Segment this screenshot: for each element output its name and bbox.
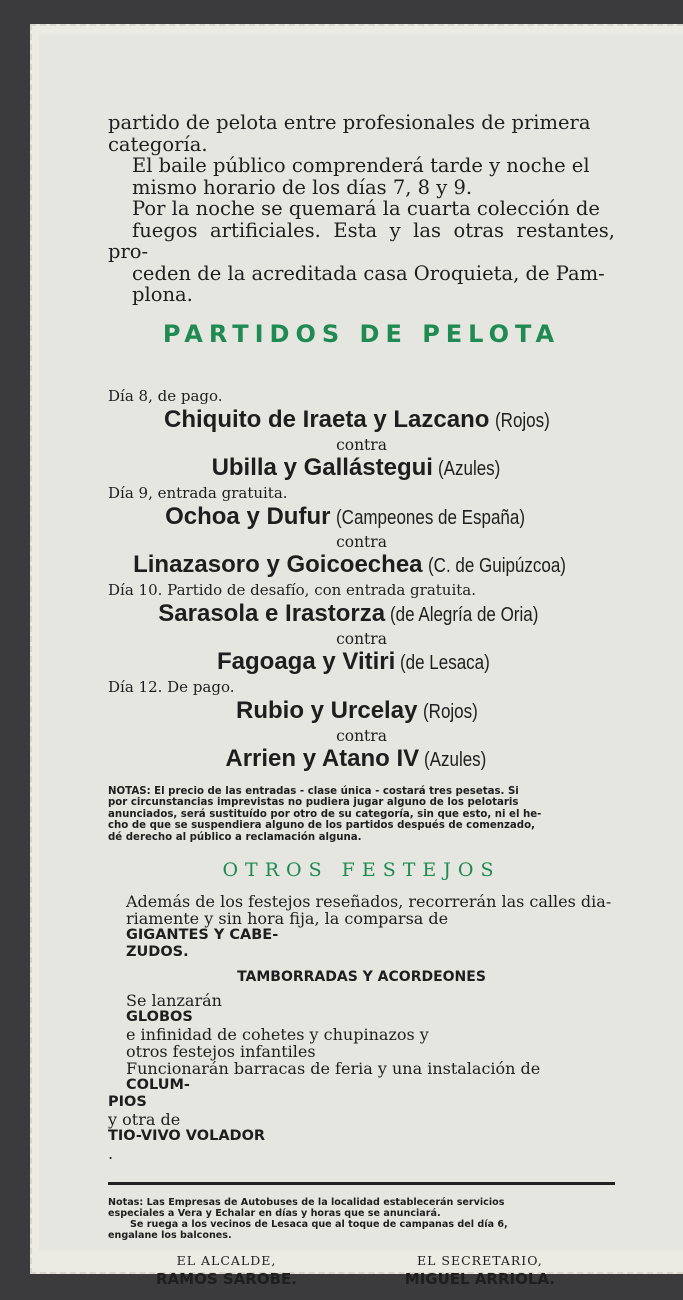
intro-section bbox=[108, 112, 615, 306]
festejos-paragraph: Además de los festejos reseñados, recorrerán las calles dia- riamente y sin hora fija, la comparsa de GIGANTES Y CABE- ZUDOS. bbox=[126, 892, 612, 960]
divider-rule bbox=[108, 1182, 615, 1185]
notas-block: NOTAS: El precio de las entradas - clase única - costará tres pesetas. Si por circunstancias imprevistas no pudiera jugar alguno de los pelotaris anunciados, será sustituído por otro de su categoría, sin que esto, ni el he- cho de que se suspendiera alguno de los partidos después de comenzado, dé derecho al público a reclamación alguna. bbox=[108, 785, 542, 843]
tamborradas-subheading: TAMBORRADAS Y ACORDEONES bbox=[237, 969, 486, 985]
barracas-paragraph: Funcionarán barracas de feria y una instalación de COLUM- PIOS y otra de TIO-VIVO VOLADOR . bbox=[108, 1059, 541, 1163]
otros-festejos-heading: OTROS FESTEJOS bbox=[222, 859, 501, 881]
intro-paragraph: El baile público comprenderá tarde y noche el mismo horario de los días 7, 8 y 9. bbox=[132, 154, 590, 199]
day-label: Día 12. De pago. bbox=[108, 677, 235, 696]
match-team: Chiquito de Iraeta y Lazcano (Rojos) bbox=[164, 405, 550, 433]
match-team: Arrien y Atano IV (Azules) bbox=[225, 744, 487, 772]
match-team: Rubio y Urcelay (Rojos) bbox=[236, 696, 478, 724]
contra-label: contra bbox=[336, 629, 387, 648]
footnote-autobuses: Notas: Las Empresas de Autobuses de la localidad establecerán servicios especiales a Vera y Echalar en días y horas que se anunciará. bbox=[108, 1197, 505, 1219]
contra-label: contra bbox=[336, 726, 387, 745]
match-team: Fagoaga y Vitiri (de Lesaca) bbox=[217, 647, 491, 675]
day-label: Día 10. Partido de desafío, con entrada gratuita. bbox=[108, 580, 476, 599]
match-team: Linazasoro y Goicoechea (C. de Guipúzcoa) bbox=[133, 550, 566, 578]
match-team: Ubilla y Gallástegui (Azules) bbox=[211, 453, 501, 481]
match-team: Sarasola e Irastorza (de Alegría de Oria) bbox=[158, 599, 539, 627]
document-content bbox=[108, 112, 615, 1289]
contra-label: contra bbox=[336, 532, 387, 551]
globos-paragraph: Se lanzarán GLOBOS e infinidad de cohetes y chupinazos y otros festejos infantiles bbox=[126, 991, 429, 1061]
secretario-signature: EL SECRETARIO, MIGUEL ARRIOLA. bbox=[404, 1253, 555, 1288]
alcalde-signature: EL ALCALDE, RAMOS SAROBE. bbox=[156, 1253, 297, 1288]
matches-section bbox=[108, 388, 615, 776]
day-label: Día 8, de pago. bbox=[108, 386, 223, 405]
day-label: Día 9, entrada gratuita. bbox=[108, 483, 288, 502]
match-team: Ochoa y Dufur (Campeones de España) bbox=[165, 502, 525, 530]
signatures bbox=[108, 1253, 615, 1289]
intro-paragraph: partido de pelota entre profesionales de primera categoría. bbox=[108, 111, 591, 156]
pelota-heading: PARTIDOS DE PELOTA bbox=[162, 319, 561, 348]
intro-paragraph: Por la noche se quemará la cuarta colección de fuegos artificiales. Esta y las otras restantes, pro- ceden de la acreditada casa Oroquieta, de Pam- plona. bbox=[108, 197, 615, 306]
contra-label: contra bbox=[336, 435, 387, 454]
footnote-balcones: Se ruega a los vecinos de Lesaca que al toque de campanas del día 6, engalane los balcones. bbox=[108, 1219, 508, 1241]
